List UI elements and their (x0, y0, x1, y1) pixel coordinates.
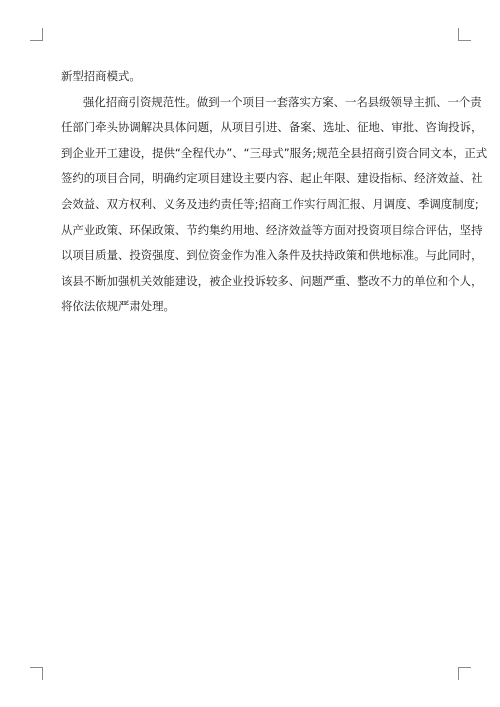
text-line: 会效益、双方权利、义务及违约责任等;招商工作实行周汇报、月调度、季调度制度; (61, 196, 479, 211)
crop-mark-top-left (30, 28, 43, 41)
text-line: 新型招商模式。 (61, 69, 141, 83)
body-text (61, 64, 488, 320)
text-line: 以项目质量、投资强度、到位资金作为准入条件及扶持政策和供地标准。与此同时， (61, 248, 483, 263)
text-line: 签约的项目合同，明确约定项目建设主要内容、起止年限、建设指标、经济效益、社 (61, 171, 483, 186)
text-line: 该县不断加强机关效能建设，被企业投诉较多、问题严重、整改不力的单位和个人， (61, 273, 483, 288)
text-line: 强化招商引资规范性。做到一个项目一套落实方案、一名县级领导主抓、一个责 (83, 94, 482, 109)
crop-mark-top-right (458, 28, 471, 41)
text-line: 到企业开工建设，提供“全程代办”、“三母式”服务;规范全县招商引资合同文本，正式 (61, 145, 488, 160)
text-line: 从产业政策、环保政策、节约集约用地、经济效益等方面对投资项目综合评估，坚持 (61, 222, 483, 237)
crop-mark-bottom-left (30, 667, 43, 680)
text-line: 任部门牵头协调解决具体问题，从项目引进、备案、选址、征地、审批、咨询投诉， (61, 120, 483, 135)
crop-mark-bottom-right (458, 667, 471, 680)
text-line: 将依法依规严肃处理。 (61, 299, 175, 314)
